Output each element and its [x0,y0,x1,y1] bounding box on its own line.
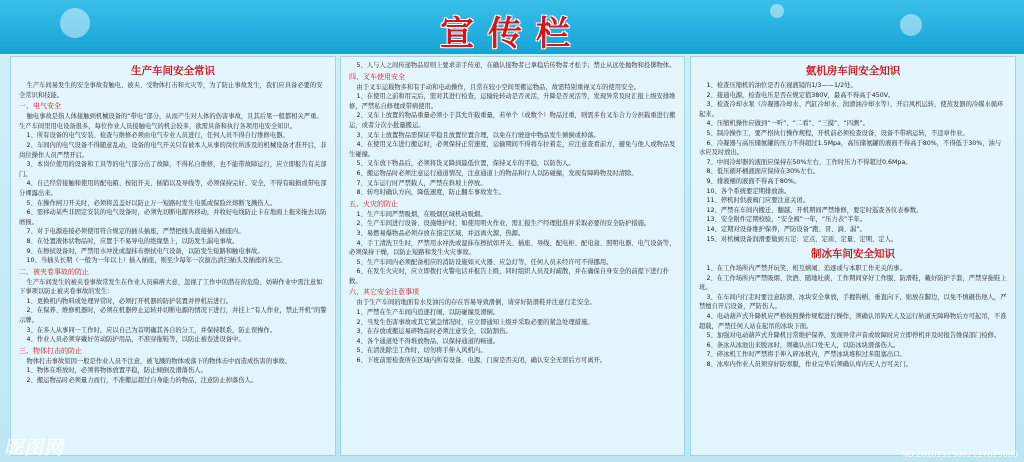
paragraph: 2、搬运物品时必须量力而行，不准搬运超过自身能力的物品，注意防止掉落伤人。 [26,377,258,385]
paragraph: 8、转弯时确认方向，降低速度，防止翻车事故发生。 [356,189,506,197]
paragraph: 6、条冰从冰池出来脱冰时，须确认出口处无人，以防冰块滑落伤人。 [706,341,900,349]
paragraph: 8、冰库内作业人员须穿好防寒服，作业完毕后须确认库内无人方可关门。 [706,361,913,369]
subsection-heading: 三、物体打击的防止 [19,346,82,355]
section-title: 生产车间安全常识 [131,65,215,77]
subsection-heading: 二、被夹卷事故的防止 [19,267,89,276]
intro-paragraph: 5、人与人之间传递物品原则上要求亲手传递，在确认接物者已拿稳后传物者才松手；禁止从远处抛物和投掷物体。 [356,62,676,69]
paragraph: 3、叉车上放置物品需保证平稳且放置位置合理，以免在行驶途中物品发生倾倒或掉落。 [356,131,600,139]
paragraph: 2、叉车上放置的物品重量必须小于其允许载重量，若单个（或数个）物品过重，则需多台叉车合力分担载重进行搬运，或者分次小批量搬运。 [349,112,676,129]
paragraph: 触电事故是指人体接触到机械设备的“带电”部分，从而产生对人体的伤害事故，且其后果一般都相关严重。生产车间里用电设备很多，每位作业人员接触电气的机会较多，欲需具备和执行各项用电安全知识。 [19,113,323,130]
banner-title: 宣传栏 [440,14,584,54]
paragraph: 14、定期对设备维护保养，严防设备“跑、冒、滴、漏”。 [706,225,866,233]
paragraph: 生产车间发生的被夹卷事故常发生在作业人员麻痹大意、忽视了工作中的潜在的危险、妨碍作业中需注意如下事项以防止被夹卷事故的发生： [19,278,323,296]
paragraph: 5、制冷操作工，要严格执行操作规程，开机前必须检查设备，设备不带病运转，不违章作业。 [706,129,969,137]
paragraph: 15、对机械设备润滑要做到五定：定点、定质、定量、定期、定人。 [706,235,898,243]
section-title: 制冰车间安全知识 [811,248,895,261]
subsection [19,101,327,266]
paragraph: 7、碎冰机工作时严禁将手伸入碎冰机内，严禁冰块堆积过多阻塞出口。 [706,351,906,359]
subsection [19,267,327,345]
paragraph: 6、在发生火灾时，应立即拨打火警电话并报告上级，同时组织人员及时疏散，并在确保自身安全的前提下进行扑救。 [349,268,670,285]
watermark-code: NO:20101125082117029000 [901,450,1018,459]
paragraph: 9、在擦拭设备时，严禁用水冲洗或湿抹布擦拭电气设备，以防发生短路和触电事故。 [26,247,264,255]
paragraph: 8、低压循环桶液面应保持在30%左右。 [706,168,820,176]
paragraph: 7、中间冷却器的液面应保持在50%左右，工作时压力不得超过0.6Mpa。 [706,158,912,166]
section-title: 氨机房车间安全知识 [805,65,901,77]
paragraph: 4、自己经常接触和使用的配电箱、按钮开关、插销以及导线等，必须保持完好、安全，不得有破损或带电部分裸露出来。 [19,180,327,197]
paragraph: 6、搬运物品时必须注意运行通道情况，注意通道上的物品和行人以防碰撞，发现有障碍物及时清除。 [356,169,638,177]
subsection-heading: 五、火灾的防止 [349,199,398,208]
paragraph: 7、叉车运行时严禁载人，严禁在斜坡上停放。 [356,179,487,187]
subsection [349,72,676,198]
paragraph: 11、停机时供液阀门应要注意关闭。 [706,197,810,205]
paragraph: 2、在工作场所内严禁吸烟、饮酒、随地吐痰，工作期间穿好工作服、防滑鞋，戴好防护手套，严禁穿拖鞋上班。 [699,274,1007,292]
paragraph: 1、生产车间严禁吸烟，在吸烟区域机动吸烟。 [356,210,487,218]
watermark-logo: 昵图网 [4,437,65,459]
paragraph: 1、严禁在生产车间内追逐打闹，以防碰撞及滑倒。 [356,309,500,317]
paragraph: 13、安全附件定期校验，“安全阀”一年，“压力表”半年。 [706,216,867,224]
paragraph: 4、各个通道处不得堆放物品，以保持通道的畅通。 [356,337,500,345]
paragraph: 6、需移动某些非固定安装的电气设备时，必须先切断电源再移动，并收好电线防止卡在地面上拖来拖去以防磨损。 [19,209,327,226]
paragraph: 3、在车间内行走时要注意防滑，冰块安全拿放，手握钩柄，垂直向下，贴放在脚边，以免不慎砸伤他人，严禁擅自开启设备，严防伤人。 [699,293,1007,311]
paragraph: 3、在多人从事同一工作时，应以自己为首明确其各自的分工，并保持联系，防止误操作。 [26,326,277,334]
paragraph: 5、加强对电动葫芦式升降机日常维护保养，发现异常声音或故障时应立即停机并及时报告维保部门检修。 [706,332,1001,340]
paragraph: 由于生产车间的地面有水及油污的存在容易导致滑倒，请穿好防滑鞋并注意行走安全。 [356,299,596,307]
paragraph: 4、手工清洗卫生时，严禁用水冲洗或湿抹布擦拭如开关、插座、导线、配电柜、配电盒、照明电器、电气设备等，必须保持干燥，以防止短路和发生火灾事故。 [349,239,676,257]
paragraph: 8、在处置液体状物品时，应置于不易导电的绝缘垫上，以防发生漏电事故。 [26,237,239,245]
paragraph: 2、接通电源，检查电压是否在规定值380V，最高不得高于450V。 [706,91,895,99]
subsection-heading: 一、电气安全 [19,102,61,111]
paragraph: 2、生产车间进行设备、设施维护时，如使用明火作业，需汇报生产经理批准并采取必要的安全防护措施。 [356,220,651,228]
paragraph: 物体打击事故原因一般是作业人员不注意，被飞溅的物体或落下的物体击中而造成伤害的事故。 [26,357,292,365]
subsection-heading: 六、其它安全注意事项 [349,288,419,297]
subsection [19,346,327,386]
paragraph: 5、在操作闸刀开关时，必须将盖盖好以防止万一短路时发生电弧或保险丝熔断飞溅伤人。 [26,199,277,207]
paragraph: 1、在使用之前和用完后，需对其进行检查，运输轮转动是否灵活，升降是否灵活等，发现异常及时汇报上级安排维修，严禁私自修理或带病使用。 [349,93,676,110]
paragraph: 3、检查冷却水泵（冷凝器冷却水、汽缸冷却水、润滑油冷却水等），开启风机运转，使蒸发器的冷媒水循环起来。 [699,101,1004,118]
banner [0,0,1024,54]
paragraph: 1、更换机内物料或处理异常时，必须打开机器的防护装置并停机后进行。 [26,297,233,305]
paragraph: 3、易燃易爆物品必须存放在指定区域，并远离火源、热源。 [356,229,525,237]
paragraph: 3、本岗位使用的设备和工具等的电气部分出了故障，不得私自维修，也不能带故障运行，应立即报告有关部门。 [19,161,327,178]
paragraph: 2、当发生伤害事故或其它紧急情况时，应立即通知上级并采取必要的紧急处理措施。 [356,318,594,326]
paragraph: 1、在工作场所内严禁开玩笑、相互嬉闹、追逐或与本职工作无关的事。 [706,265,906,273]
paragraph: 6、下班前需检查所在区域内所有设备、电源、门窗是否关闭，确认安全无误后方可离开。 [356,357,607,365]
panel-forklift-fire-safety [340,56,685,456]
paragraph: 4、电动葫芦式升降机应严格按照操作规程进行操作，须确认吊钩无人及运行轨道无障碍物后方可起吊，不准超载，严禁任何人站在起吊的冰块下面。 [699,313,1007,330]
paragraph: 3、在存放或搬运易碎物品时必须注意安全，以防割伤。 [356,328,512,336]
paragraph: 9、排液桶的液面不得高于80%。 [706,177,801,185]
panel-ammonia-ice-safety [690,56,1016,456]
paragraph: 5、在清洗除尘工作时，切勿将手伸入风机内。 [356,347,487,355]
paragraph: 2、车间内的电气设备不得随意乱动，设备的电气开关只有被本人从事的岗位所涉及的机械设备才准开启，非岗位操作人员严禁开启。 [19,141,327,159]
paragraph: 1、物体在堆放时，必须将物体放置平稳，防止倾倒及滑落伤人。 [26,367,207,375]
paragraph: 1、所有设备的电气安装、检查与维修必须由电气专业人员进行，任何人员不得自行维修电器。 [26,132,289,140]
subsection-heading: 四、叉车使用安全 [349,72,405,81]
paragraph: 由于叉车运载物多和有手动和电动操作，且常在较小空间里搬运物品，故需特别重视叉车的使用安全。 [356,83,640,91]
paragraph: 5、生产车间内必须配备相应的消防设施如灭火器、应急灯等，任何人员未经许可不得挪用。 [356,258,613,266]
paragraph: 7、对于电源连接必须使用符合规定的插头插座，严禁把线头直接插入插座内。 [26,228,245,236]
intro-paragraph: 生产车间易发生的安全事故有触电、被夹、受物体打击和火灾等，为了防止事故发生，我们应具备必要的安全常识和技能。 [19,82,323,99]
paragraph: 10、当插头长期（一般为一年以上）插入插座，则至少每年一次拔出清扫插头及插座的灰尘。 [26,257,287,265]
paragraph: 4、压缩机操作应做到“一听”、“二看”、“三摸”、“四测”。 [706,120,869,128]
panel-production-safety [10,56,336,456]
paragraph: 1、检查压缩机的油位是否在视液镜的1/3——1/2处。 [706,82,857,89]
paragraph: 4、作业人员必须穿戴好劳动防护用品，不准穿拖鞋等，以防止被卷进设备中。 [26,336,245,344]
paragraph: 5、叉车放下物品后，必须将货叉降到最低位置，保持叉车的平稳，以防伤人。 [356,160,575,168]
paragraph: 2、在保养、维修机器时，必须在机器停止运转并切断电源的情况下进行，并挂上“有人作业，禁止开机”的警示牌。 [19,307,327,325]
paragraph: 6、冷凝器与高压储氨罐的压力不得超过1.5Mpa，高压储氨罐的液面不得高于80%，不得低于30%，油与水应及时放出。 [699,139,1002,157]
subsection [349,199,676,287]
paragraph: 4、在使用叉车进行搬运时，必须保持正常速度，运输期间不得将车拉着走，应注意查看前方，避免与他人或物品发生碰撞。 [349,141,676,158]
subsection [349,287,676,365]
paragraph: 12、严禁在车间内搬迁、翻越、开机期间严禁维修，要定时巡查各仪表参数。 [706,206,923,214]
paragraph: 10、各个系统要定期排放油。 [706,187,791,195]
